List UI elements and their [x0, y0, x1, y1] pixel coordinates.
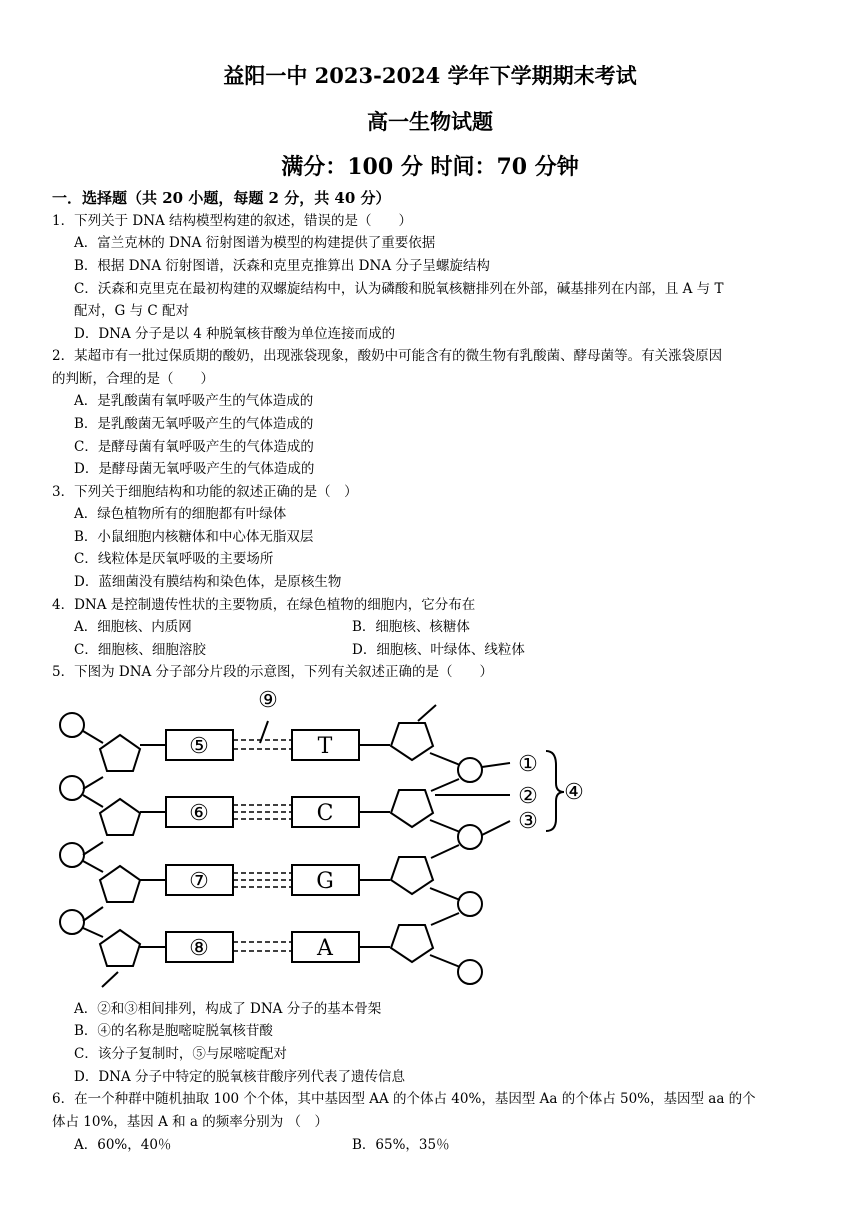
q4-option-d: D．细胞核、叶绿体、线粒体 — [352, 642, 525, 658]
q1-stem: 1．下列关于 DNA 结构模型构建的叙述，错误的是（ ） — [52, 213, 413, 229]
right-deoxyribose — [391, 723, 433, 760]
right-phosphate — [458, 758, 482, 782]
q4-stem: 4．DNA 是控制遗传性状的主要物质，在绿色植物的细胞内，它分布在 — [52, 597, 476, 613]
base-t: T — [317, 734, 333, 759]
q5-option-a: A．②和③相间排列，构成了 DNA 分子的基本骨架 — [74, 1001, 382, 1017]
label-8: ⑧ — [189, 936, 209, 961]
right-deoxyribose — [391, 925, 433, 962]
q2-stem: 2．某超市有一批过保质期的酸奶，出现涨袋现象，酸奶中可能含有的微生物有乳酸菌、酵母菌等。有关涨袋原因 — [52, 348, 723, 364]
right-phosphate — [458, 825, 482, 849]
q6-stem: 6．在一个种群中随机抽取 100 个个体，其中基因型 AA 的个体占 40%，基因型 Aa 的个体占 50%，基因型 aa 的个 — [52, 1091, 756, 1107]
right-phosphate — [458, 960, 482, 984]
base-g: G — [316, 869, 334, 894]
q4-option-b: B．细胞核、核糖体 — [352, 619, 470, 635]
q2-option-b: B．是乳酸菌无氧呼吸产生的气体造成的 — [74, 416, 314, 432]
base-c: C — [316, 801, 334, 826]
q3-option-d: D．蓝细菌没有膜结构和染色体，是原核生物 — [74, 574, 342, 590]
section-heading: 一．选择题（共 20 小题，每题 2 分，共 40 分） — [52, 189, 391, 207]
left-phosphate — [60, 776, 84, 800]
left-phosphate — [60, 713, 84, 737]
exam-meta: 满分：100 分 时间：70 分钟 — [281, 154, 579, 180]
label-2: ② — [518, 784, 538, 809]
label-6: ⑥ — [189, 801, 209, 826]
q1-option-d: D．DNA 分子是以 4 种脱氧核苷酸为单位连接而成的 — [74, 326, 396, 342]
label-9: ⑨ — [258, 688, 278, 713]
q2-stem-cont: 的判断，合理的是（ ） — [52, 371, 214, 387]
label-4: ④ — [564, 780, 584, 805]
q4-option-c: C．细胞核、细胞溶胶 — [74, 642, 206, 658]
q6-stem-cont: 体占 10%，基因 A 和 a 的频率分别为 （ ） — [52, 1114, 329, 1130]
q1-option-b: B．根据 DNA 衍射图谱，沃森和克里克推算出 DNA 分子呈螺旋结构 — [74, 258, 490, 274]
right-deoxyribose — [391, 857, 433, 894]
q1-option-c-cont: 配对，G 与 C 配对 — [74, 303, 189, 319]
q4-option-a: A．细胞核、内质网 — [74, 619, 192, 635]
q3-option-a: A．绿色植物所有的细胞都有叶绿体 — [74, 506, 287, 522]
q5-option-b: B．④的名称是胞嘧啶脱氧核苷酸 — [74, 1023, 273, 1039]
left-deoxyribose — [100, 866, 140, 902]
q1-option-c: C．沃森和克里克在最初构建的双螺旋结构中，认为磷酸和脱氧核糖排列在外部，碱基排列在内部，且 A 与 T — [74, 281, 724, 297]
exam-subtitle: 高一生物试题 — [367, 109, 493, 134]
q2-option-c: C．是酵母菌有氧呼吸产生的气体造成的 — [74, 439, 314, 455]
q6-option-a: A．60%，40％ — [74, 1137, 172, 1153]
q3-option-c: C．线粒体是厌氧呼吸的主要场所 — [74, 551, 274, 567]
dna-diagram — [0, 685, 860, 995]
label-1: ① — [518, 752, 538, 777]
q6-option-b: B．65%，35％ — [352, 1137, 450, 1153]
right-deoxyribose — [391, 790, 433, 827]
q5-option-c: C．该分子复制时，⑤与尿嘧啶配对 — [74, 1046, 287, 1062]
q1-option-a: A．富兰克林的 DNA 衍射图谱为模型的构建提供了重要依据 — [74, 235, 436, 251]
q5-stem: 5．下图为 DNA 分子部分片段的示意图，下列有关叙述正确的是（ ） — [52, 664, 494, 680]
left-phosphate — [60, 910, 84, 934]
label-7: ⑦ — [189, 869, 209, 894]
q2-option-a: A．是乳酸菌有氧呼吸产生的气体造成的 — [74, 393, 314, 409]
q2-option-d: D．是酵母菌无氧呼吸产生的气体造成的 — [74, 461, 315, 477]
left-phosphate — [60, 843, 84, 867]
right-phosphate — [458, 892, 482, 916]
left-deoxyribose — [100, 930, 140, 966]
exam-title: 益阳一中 2023-2024 学年下学期期末考试 — [223, 63, 637, 88]
brace — [546, 751, 564, 831]
label-5: ⑤ — [189, 734, 209, 759]
q3-stem: 3．下列关于细胞结构和功能的叙述正确的是（ ） — [52, 484, 358, 500]
left-deoxyribose — [100, 799, 140, 835]
q5-option-d: D．DNA 分子中特定的脱氧核苷酸序列代表了遗传信息 — [74, 1069, 405, 1085]
q3-option-b: B．小鼠细胞内核糖体和中心体无脂双层 — [74, 529, 314, 545]
base-a: A — [317, 936, 333, 961]
left-deoxyribose — [100, 735, 140, 771]
label-3: ③ — [518, 809, 538, 834]
